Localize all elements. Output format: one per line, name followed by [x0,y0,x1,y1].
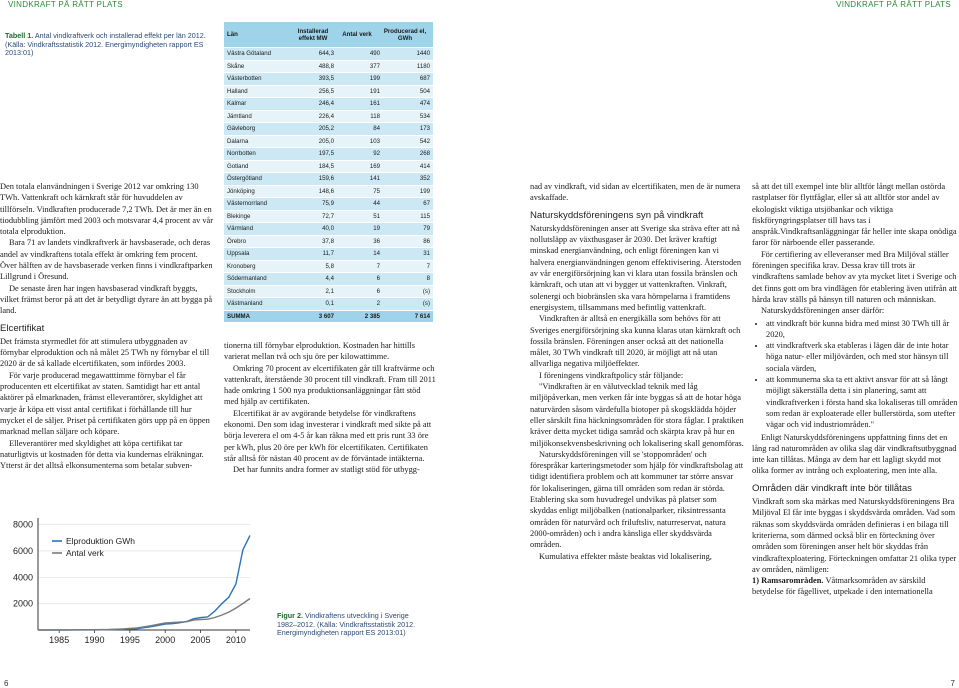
x-tick-label: 2010 [225,635,246,645]
table-cell: 352 [419,175,430,183]
table-row [224,298,433,311]
table-cell: 2 385 [364,312,380,320]
table-cell: 92 [373,150,380,158]
table-cell: 542 [419,137,430,145]
table-row [224,198,433,211]
table-cell: 256,5 [318,87,334,95]
table-cell: (s) [422,287,430,295]
table-cell: Gotland [227,162,249,170]
series-line-antal-verk [38,599,250,631]
heading-naturskydd-syn: Naturskyddsföreningens syn på vindkraft [530,209,704,221]
y-tick-label: 2000 [12,598,33,609]
table-row [224,161,433,174]
table-cell: SUMMA [227,312,251,320]
table-cell: 414 [419,162,430,170]
table-cell: 31 [423,250,430,258]
table-cell: Kalmar [227,100,247,108]
col2-paragraph: Omkring 70 procent av elcertifikaten går till kraftvärme och vattenkraft, återstående 30 procent till vindkraft. Fram till 2011 hade omkring 1 500 nya produktionsanläggningar fått stöd med hjälp av certifikaten. [224,363,436,407]
col1-paragraph: De senaste åren har ingen havsbaserad vindkraft byggts, vilket främst beror på att det är betydligt dyrare än att bygga på land. [0,283,213,316]
table-cell: 19 [373,225,380,233]
col1-paragraph: Elleverantörer med skyldighet att köpa certifikat tar naturligtvis ut kostnaden för detta via kundernas elräkningar. Ytterst är det alltså elkonsumenterna som betalar subven- [0,438,204,471]
page-number-right: 7 [950,679,955,688]
col2-paragraph: Det har funnits andra former av statligt stöd för utbygg- [233,465,420,475]
table-total-row [224,311,433,324]
col3-paragraph: Vindkraften är alltså en energikälla som behövs för att Sveriges energiförsörjning ska kunna klaras utan kärnkraft och fossila bränslen. Föreningen anser också att det nationella målet, 30 TWh vindkraft till 2020, är möjligt att nå utan allvarliga negativa miljöeffekter. [530,314,741,369]
page-number-left: 6 [4,679,9,688]
table-cell: 37,8 [322,237,334,245]
table-cell: 36 [373,237,380,245]
table-cell: 6 [376,275,380,283]
table-body [224,48,433,323]
table-cell: 118 [370,112,380,120]
table-cell: 7 [376,262,380,270]
table-cell: 14 [373,250,380,258]
table-cell: 8 [426,275,430,283]
table-row [224,136,433,149]
table-cell: 184,5 [318,162,334,170]
col4-paragraph: För certifiering av elleveranser med Bra Miljöval ställer föreningen specifika krav. Dessa krav till trots är vindkraftens samlade behov av yta mycket litet i Sverige och det finns gott om bra vindlägen för etablering även utifrån att hårda krav ställs på hänsyn till naturen och människan. [752,249,958,304]
column-2 [224,340,436,476]
x-tick-label: 1995 [119,635,140,645]
table-cell: 205,2 [318,125,334,133]
table-cell: 199 [419,187,430,195]
table-cell: 205,0 [318,137,334,145]
col1-paragraph: Den totala elanvändningen i Sverige 2012 var omkring 130 TWh. Vattenkraft och kärnkraft står för huvuddelen av tillförseln. Vindkraften producerade 7,2 TWh. Det är mer än en tiodubbling jämfört med 2003 och motsvarar 4,4 procent av vår totala elproduktion. [0,182,214,237]
col4-paragraph: så att det till exempel inte blir alltför långt mellan ostörda rastplatser för flyttfåglar, eller så att alltför stor andel av ekologiskt viktiga utsjöbankar och viktiga fiskföryngringsplatser till havs tas i anspråk.Vindkraftsanläggningar får heller inte skapa onödiga faror för närboende eller passerande. [752,182,957,248]
table-row [224,173,433,186]
table-cell: 148,6 [318,187,334,195]
y-tick-label: 8000 [12,519,33,530]
table-cell: Skåne [227,62,245,70]
table-cell: 226,4 [318,112,334,120]
table-cell: 173 [419,125,430,133]
col4-paragraph: Vindkraft som ska märkas med Naturskyddsföreningens Bra Miljöval El får inte byggas i skyddsvärda områden. Vad som räknas som skyddsvärda områden definieras i en bilaga till kriterierna, som därmed också blir en förteckning över områden som föreningen anser helt bör skyddas från vindkraftexploatering. Förteckningen omfattar 21 olika typer av områden, nämligen: [752,497,957,574]
table-row [224,123,433,136]
y-tick-label: 4000 [12,572,33,583]
table-cell: Blekinge [227,212,251,220]
table-row [224,48,433,61]
col2-paragraph: Elcertifikat är av avgörande betydelse för vindkraftens ekonomi. Den som idag investerar i vindkraft med sikte på att börja leverera el om 4-5 år kan räkna med ett pris runt 33 öre per kWh, plus 20 öre per kWh för elcertifikaten. Certifikaten står alltså för nästan 40 procent av de förväntade intäkterna. [224,408,432,463]
col1-paragraph: Bara 71 av landets vindkraftverk är havsbaserade, och deras andel av vindkraftens totala effekt är omkring fem procent. Över hälften av de havsbaserade verken finns i vindkraftparken Lillgrund i Öresund. [0,238,213,282]
table-cell: 504 [419,87,430,95]
table-cell: 268 [419,150,430,158]
table-cell: 79 [423,225,430,233]
table-row [224,61,433,74]
table-cell: 199 [369,75,380,83]
table-cell: Örebro [227,237,246,245]
table-header-production: Producerad el, GWh [383,27,427,42]
heading-omraden: Områden där vindkraft inte bör tillåtas [752,482,912,494]
table-cell: Västernorrland [227,200,267,208]
heading-elcertifikat: Elcertifikat [0,322,45,334]
col3-paragraph: Naturskyddsföreningen anser att Sverige ska sträva efter att nå nollutsläpp av växthusgaser år 2030. Det kräver kraftigt minskad energianvändning, och enligt föreningen kan vi halvera energianvändningen genom effektivisering. Återstoden av vår energiförsörjning kan vi klara utan fossila bränslen och kärnkraft, och utan att vi bygger ut vattenkraften. Vinkraft, solenergi och biobränslen ska vara hörnpelarna i framtidens energisystem, tillsammans med befintlig vattenkraft. [530,223,742,312]
table-cell: 644,3 [318,50,334,58]
table-cell: 40,0 [322,225,334,233]
table-cell: 44 [373,200,380,208]
table-cell: Södermanland [227,275,267,283]
table-cell: 75 [373,187,380,195]
position-bullet-list [752,318,959,431]
table-header-capacity: Installerad effekt MW [297,27,329,42]
table-row [224,111,433,124]
col3-paragraph: I föreningens vindkraftpolicy står följande: [539,370,684,380]
running-header-left: VINDKRAFT PÅ RÄTT PLATS [8,0,123,9]
table-cell: 115 [420,212,430,220]
col3-paragraph: Kumulativa effekter måste beaktas vid lokalisering, [539,551,712,561]
legend-label: Antal verk [66,548,104,558]
table-cell: 4,4 [325,275,334,283]
y-tick-label: 6000 [12,545,33,556]
x-tick-label: 2000 [155,635,176,645]
column-3 [530,181,744,562]
table-row [224,86,433,99]
ramsar-text: Våtmarksområden av särskild betydelse för fågellivet, utpekade i den internationella [752,576,933,597]
table-row [224,236,433,249]
table-cell: Gävleborg [227,125,256,133]
wind-development-chart [0,512,262,648]
table-row [224,223,433,236]
table-cell: 3 607 [318,312,334,320]
x-tick-label: 2005 [190,635,211,645]
table-cell: 2,1 [325,287,334,295]
col4-paragraph [752,575,959,598]
table-cell: 141 [369,175,380,183]
table-cell: 197,5 [318,150,334,158]
table-row [224,286,433,299]
col3-paragraph: nad av vindkraft, vid sidan av elcertifikaten, men de är numera avskaffade. [530,182,741,203]
figure-caption [277,612,427,638]
x-tick-label: 1990 [84,635,105,645]
figure-caption-label: Figur 2. [277,611,303,620]
table-cell: 6 [376,287,380,295]
table-cell: 103 [369,137,380,145]
table-cell: (s) [422,300,430,308]
table-cell: 0,1 [325,300,334,308]
bullet-item: • att vindkraftverk ska etableras i lägen där de inte hotar höga natur- eller miljövärden, och med stor hänsyn till sociala värden, [766,340,959,374]
table-row [224,73,433,86]
table-cell: Kronoberg [227,262,256,270]
column-4 [752,181,959,598]
table-caption-label: Tabell 1. [5,31,34,40]
table-cell: 84 [373,125,380,133]
table-cell: 161 [369,100,380,108]
table-caption-text: Antal vindkraftverk och installerad effekt per län 2012. (Källa: Vindkraftsstatistik 2012. Energimyndigheten rapport ES 2013:01) [5,31,206,58]
table-cell: 534 [419,112,430,120]
table-cell: 75,9 [322,200,334,208]
table-header-county: Län [227,31,238,38]
table-cell: Stockholm [227,287,256,295]
table-row [224,211,433,224]
table-cell: Halland [227,87,248,95]
table-cell: 51 [373,212,380,220]
table-cell: 488,8 [318,62,334,70]
table-cell: 1180 [416,62,430,70]
table-cell: 11,7 [322,250,334,258]
table-cell: 7 614 [414,312,430,320]
table-cell: Värmland [227,225,254,233]
table-cell: 246,4 [318,100,334,108]
table-cell: 72,7 [322,212,334,220]
table-row [224,98,433,111]
table-cell: 159,6 [318,175,334,183]
table-cell: Västmanland [227,300,263,308]
table-cell: 67 [423,200,430,208]
chart-legend [52,536,135,558]
col4-paragraph: Naturskyddsföreningen anser därför: [761,306,885,316]
table-cell: 1440 [416,50,430,58]
table-cell: 474 [419,100,430,108]
table-cell: 393,5 [318,75,334,83]
col4-paragraph: Enligt Naturskyddsföreningens uppfattning finns det en lång rad naturområden av olika slag där vindkraftsutbyggnad inte kan tillåtas. Många av dem har ett lagligt skydd mot olika former av intrång och exploatering, men inte alla. [752,432,957,476]
table-cell: Västra Götaland [227,50,272,58]
table-cell: Dalarna [227,137,249,145]
table-row [224,148,433,161]
table-caption [5,32,215,58]
table-row [224,261,433,274]
table-header-row [224,22,433,48]
bullet-item: • att kommunerna ska ta ett aktivt ansvar för att så långt möjligt säkerställa detta i sin planering, samt att vindkraftverken i första hand ska lokaliseras till områden som redan är exploaterade eller bullerstörda, som utefter vägar och vid industriområden." [766,374,959,430]
table-cell: Jämtland [227,112,252,120]
col1-paragraph: Det främsta styrmedlet för att stimulera utbyggnaden av förnybar elproduktion och nå målet 25 TWh ny förnybar el till 2020 är de så kallade elcertifikaten, som infördes 2003. [0,336,210,369]
running-header-right: VINDKRAFT PÅ RÄTT PLATS [836,0,951,9]
table-cell: 169 [369,162,380,170]
table-cell: Uppsala [227,250,250,258]
county-wind-table [224,22,433,323]
table-cell: 2 [376,300,380,308]
table-cell: 5,8 [325,262,334,270]
table-cell: 86 [423,237,430,245]
table-cell: 490 [369,50,380,58]
table-cell: Norrbotten [227,150,256,158]
table-cell: 687 [419,75,430,83]
table-cell: Jönköping [227,187,255,195]
ramsar-label: 1) Ramsarområden. [752,576,824,586]
legend-label: Elproduktion GWh [66,536,135,546]
col1-paragraph: För varje producerad megawatttimme förnybar el får producenten ett elcertifikat av staten. Samtidigt har ett antal aktörer på elmarknaden, främst elleverantörer, skyldighet att varje år köpa ett visst antal certifikat i förhållande till hur mycket el de säljer. Priset på certifikaten görs upp på en öppen marknad mellan säljare och köpare. [0,370,210,437]
policy-quote: "Vindkraften är en välutvecklad teknik med låg miljöpåverkan, men verken får inte byggas så att de hotar höga naturvärden såsom värdefulla biotoper på skogsklädda höjder eller särskilt fina häckningsområden för stora fåglar. I praktiken kräver detta mycket tidiga samråd och skärpta krav på hur en miljökonsekvensbeskrivning och lokalisering skall genomföras. [530,382,744,448]
col3-paragraph: Naturskyddsföreningen vill se 'stoppområden' och förespråkar karteringsmetoder som hjälp för vindkraftsbolag att tidigt identifiera problem och att kommuner tar större ansvar för lokaliseringen, gärna till områden som redan är störda. Etablering ska som huvudregel undvikas på platser som skyddas enligt miljöbalken (nationalparker, riksintressanta områden för naturvård och friluftsliv, naturreservat, natura 2000-områden) och i andra känsliga eller skyddsvärda områden. [530,449,744,550]
table-cell: Västerbotten [227,75,262,83]
table-cell: 7 [426,262,430,270]
table-cell: 191 [369,87,380,95]
table-cell: 377 [369,62,380,70]
table-row [224,248,433,261]
table-row [224,273,433,286]
table-cell: Östergötland [227,175,262,183]
x-tick-label: 1985 [49,635,70,645]
col2-paragraph: tionerna till förnybar elproduktion. Kostnaden har hittills varierat mellan två och sju öre per kilowattimme. [224,341,415,362]
table-header-turbines: Antal verk [342,31,372,38]
figure-caption-text: Vindkraftens utveckling i Sverige 1982–2012. (Källa: Vindkraftsstatistik 2012. Energimyndigheten rapport ES 2013:01) [277,611,416,638]
column-1 [0,181,214,471]
bullet-item: • att vindkraft bör kunna bidra med minst 30 TWh till år 2020, [766,318,959,341]
table-row [224,186,433,199]
